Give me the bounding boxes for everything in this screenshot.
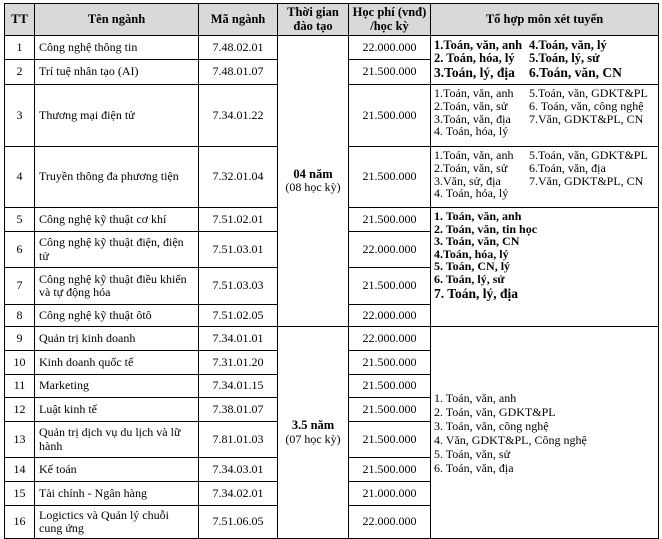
- combo-item: 1. Toán, văn, anh: [434, 390, 517, 405]
- combo-item: 6. Toán, lý, sử: [434, 271, 505, 286]
- combo-group-4: [431, 208, 659, 327]
- cell-fee: 22.000.000: [349, 232, 431, 268]
- cell-tt: 10: [5, 351, 35, 375]
- cell-code: 7.34.01.15: [199, 375, 278, 398]
- cell-tt: 4: [5, 147, 35, 208]
- combo-item: 7.Văn, GDKT&PL, CN: [529, 173, 644, 188]
- cell-name: Kinh doanh quốc tế: [35, 351, 199, 375]
- duration-years: 3.5 năm: [291, 418, 335, 433]
- header-tt: TT: [5, 4, 35, 36]
- cell-fee: 21.500.000: [349, 60, 431, 85]
- cell-tt: 1: [5, 36, 35, 60]
- combo-item: 5.Toán, lý, sử: [529, 50, 600, 65]
- cell-name: Quản trị dịch vụ du lịch và lữ hành: [35, 422, 199, 458]
- header-code: Mã ngành: [199, 4, 278, 36]
- cell-fee: 22.000.000: [349, 327, 431, 351]
- cell-tt: 7: [5, 268, 35, 305]
- combo-item: 6. Toán, văn, địa: [434, 460, 514, 475]
- header-row: [5, 4, 659, 36]
- cell-tt: 12: [5, 398, 35, 422]
- combo-item: 7. Toán, lý, địa: [434, 285, 519, 301]
- combo-item: 1.Toán, văn, anh: [434, 86, 514, 100]
- header-name: Tên ngành: [35, 4, 199, 36]
- cell-name: Kế toán: [35, 458, 199, 482]
- cell-tt: 16: [5, 506, 35, 539]
- cell-code: 7.31.01.20: [199, 351, 278, 375]
- duration-terms: (08 học kỳ): [285, 180, 341, 195]
- combo-item: 4. Văn, GDKT&PL, Công nghệ: [434, 432, 587, 447]
- combo-item: 4. Toán, hóa, lý: [434, 186, 509, 201]
- cell-name: Công nghệ kỹ thuật điều khiển và tự động hóa: [35, 268, 199, 305]
- cell-fee: 21.500.000: [349, 375, 431, 398]
- combo-item: 5. Toán, văn, sử: [434, 446, 511, 461]
- cell-fee: 22.000.000: [349, 36, 431, 60]
- cell-code: 7.32.01.04: [199, 147, 278, 208]
- table-row: [5, 36, 659, 60]
- cell-fee: 22.000.000: [349, 305, 431, 327]
- cell-name: Luật kinh tế: [35, 398, 199, 422]
- cell-tt: 3: [5, 85, 35, 147]
- cell-name: Công nghệ kỹ thuật ôtô: [35, 305, 199, 327]
- combo-item: 1. Toán, văn, anh: [434, 209, 522, 223]
- cell-fee: 22.000.000: [349, 506, 431, 539]
- cell-code: 7.34.02.01: [199, 482, 278, 506]
- cell-fee: 21.500.000: [349, 147, 431, 208]
- combo-group-2: [431, 85, 659, 147]
- combo-item: 4.Toán, hóa, lý: [434, 246, 509, 261]
- combo-item: 3.Toán, lý, địa: [434, 64, 515, 80]
- combo-item: 2. Toán, văn, GDKT&PL: [434, 404, 556, 419]
- cell-tt: 9: [5, 327, 35, 351]
- cell-name: Truyền thông đa phương tiện: [35, 147, 199, 208]
- cell-fee: 21.500.000: [349, 398, 431, 422]
- cell-tt: 13: [5, 422, 35, 458]
- combo-item: 2. Toán, văn, tin học: [434, 221, 538, 236]
- combo-item: 2. Toán, hóa, lý: [434, 50, 515, 65]
- cell-tt: 15: [5, 482, 35, 506]
- table-row: [5, 327, 659, 351]
- cell-fee: 21.000.000: [349, 482, 431, 506]
- cell-code: 7.34.01.22: [199, 85, 278, 147]
- cell-fee: 21.500.000: [349, 85, 431, 147]
- cell-tt: 11: [5, 375, 35, 398]
- combo-group-1: [431, 36, 659, 85]
- combo-item: 6. Toán, văn, công nghệ: [529, 98, 644, 113]
- combo-item: 4. Toán, hóa, lý: [434, 124, 509, 139]
- combo-group-3: [431, 147, 659, 208]
- combo-item: 3. Toán, văn, CN: [434, 234, 520, 249]
- cell-tt: 5: [5, 208, 35, 232]
- cell-name: Thương mại điện tử: [35, 85, 199, 147]
- duration-years: 04 năm: [293, 166, 333, 181]
- cell-fee: 21.500.000: [349, 208, 431, 232]
- cell-name: Công nghệ thông tin: [35, 36, 199, 60]
- combo-group-5: [431, 327, 659, 539]
- duration-group-2: [278, 327, 349, 539]
- cell-tt: 6: [5, 232, 35, 268]
- cell-fee: 21.500.000: [349, 422, 431, 458]
- cell-fee: 21.500.000: [349, 458, 431, 482]
- cell-name: Trí tuệ nhân tạo (AI): [35, 60, 199, 85]
- combo-item: 2.Toán, văn, sử: [434, 160, 508, 175]
- cell-tt: 2: [5, 60, 35, 85]
- header-combo: Tổ hợp môn xét tuyển: [431, 4, 659, 36]
- combo-item: 3.Văn, sử, địa: [434, 173, 501, 188]
- cell-code: 7.51.03.03: [199, 268, 278, 305]
- combo-item: 3. Toán, văn, công nghệ: [434, 418, 549, 433]
- cell-code: 7.38.01.07: [199, 398, 278, 422]
- majors-table: [4, 3, 659, 539]
- cell-name: Logictics và Quản lý chuỗi cung ứng: [35, 506, 199, 539]
- combo-item: 5.Toán, văn, GDKT&PL: [529, 86, 648, 100]
- cell-code: 7.51.02.01: [199, 208, 278, 232]
- combo-item: 2.Toán, văn, sử: [434, 98, 508, 113]
- combo-item: 4.Toán, văn, lý: [529, 38, 607, 52]
- combo-item: 5.Toán, văn, GDKT&PL: [529, 148, 648, 162]
- duration-group-1: [278, 36, 349, 327]
- cell-code: 7.48.02.01: [199, 36, 278, 60]
- cell-name: Công nghệ kỹ thuật điện, điện tử: [35, 232, 199, 268]
- cell-tt: 8: [5, 305, 35, 327]
- cell-code: 7.51.06.05: [199, 506, 278, 539]
- cell-code: 7.34.03.01: [199, 458, 278, 482]
- cell-code: 7.34.01.01: [199, 327, 278, 351]
- cell-code: 7.81.01.03: [199, 422, 278, 458]
- combo-item: 6.Toán, văn, CN: [529, 64, 622, 80]
- combo-item: 3.Toán, văn, địa: [434, 111, 511, 126]
- cell-tt: 14: [5, 458, 35, 482]
- cell-fee: 21.500.000: [349, 268, 431, 305]
- cell-name: Marketing: [35, 375, 199, 398]
- cell-name: Quản trị kinh doanh: [35, 327, 199, 351]
- cell-fee: 21.500.000: [349, 351, 431, 375]
- cell-name: Công nghệ kỹ thuật cơ khí: [35, 208, 199, 232]
- combo-item: 5. Toán, CN, lý: [434, 259, 511, 274]
- combo-item: 1.Toán, văn, anh: [434, 38, 523, 52]
- duration-terms: (07 học kỳ): [285, 431, 341, 446]
- combo-item: 7.Văn, GDKT&PL, CN: [529, 111, 644, 126]
- header-time: Thời gian đào tạo: [278, 4, 349, 36]
- combo-item: 1.Toán, văn, anh: [434, 148, 514, 162]
- header-fee: Học phí (vnđ) /học kỳ: [349, 4, 431, 36]
- cell-code: 7.51.03.01: [199, 232, 278, 268]
- cell-name: Tài chính - Ngân hàng: [35, 482, 199, 506]
- combo-item: 6.Toán, văn, địa: [529, 160, 606, 175]
- cell-code: 7.51.02.05: [199, 305, 278, 327]
- cell-code: 7.48.01.07: [199, 60, 278, 85]
